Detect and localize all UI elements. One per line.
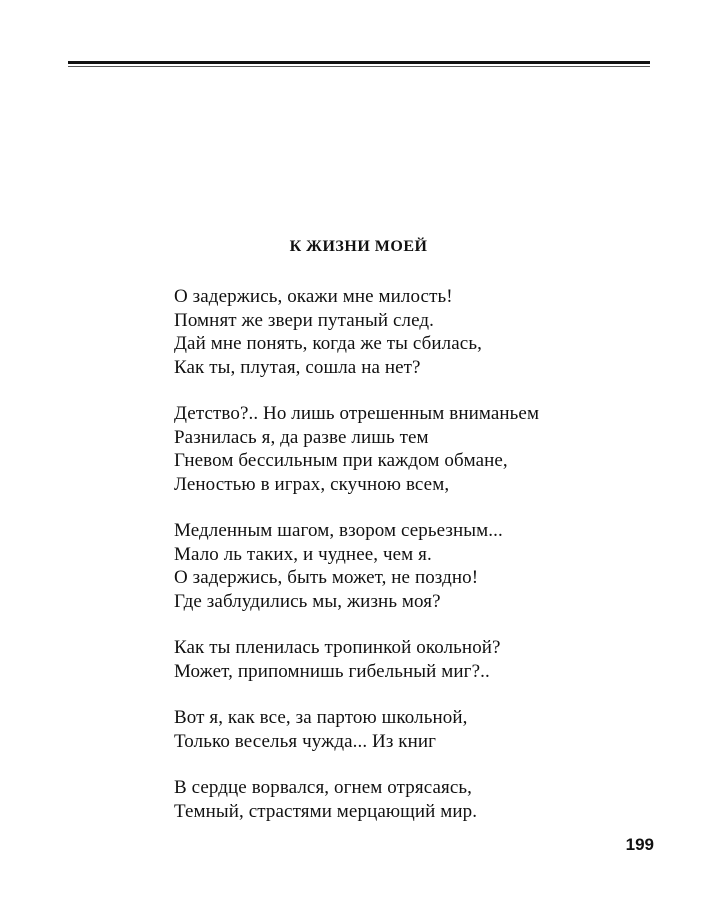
page-number: 199 [625,835,654,854]
poem-line: Леностью в играх, скучною всем, [174,473,450,495]
poem-line: Мало ль таких, и чуднее, чем я. [174,543,432,565]
stanza-1 [174,285,654,379]
poem-title: К ЖИЗНИ МОЕЙ [289,238,428,255]
top-rule [68,61,650,64]
poem-line: Как ты пленилась тропинкой окольной? [174,637,501,658]
poem-line: Темный, страстями мерцающий мир. [174,800,478,822]
poem-line: Только веселья чужда... Из книг [174,730,437,752]
poem-line: Медленным шагом, взором серьезным... [174,520,503,541]
poem-line: Дай мне понять, когда же ты сбилась, [174,333,482,354]
stanza-3 [174,519,654,613]
stanza-6 [174,776,654,823]
poem-line: Может, припомнишь гибельный миг?.. [174,660,490,682]
poem-line: Гневом бессильным при каждом обмане, [174,450,508,471]
poem-body [174,285,654,846]
stanza-4 [174,636,654,683]
top-rule-thin [68,66,650,67]
poem-line: В сердце ворвался, огнем отрясаясь, [174,777,472,798]
stanza-5 [174,706,654,753]
stanza-2 [174,402,654,496]
poem-line: О задержись, окажи мне милость! [174,286,453,307]
poem-line: О задержись, быть может, не поздно! [174,567,479,588]
poem-line: Детство?.. Но лишь отрешенным вниманьем [174,403,540,424]
poem-line: Помнят же звери путаный след. [174,309,435,331]
poem-line: Вот я, как все, за партою школьной, [174,707,468,728]
poem-line: Разнилась я, да разве лишь тем [174,426,429,448]
poem-line: Где заблудились мы, жизнь моя? [174,590,441,612]
poem-line: Как ты, плутая, сошла на нет? [174,356,421,378]
